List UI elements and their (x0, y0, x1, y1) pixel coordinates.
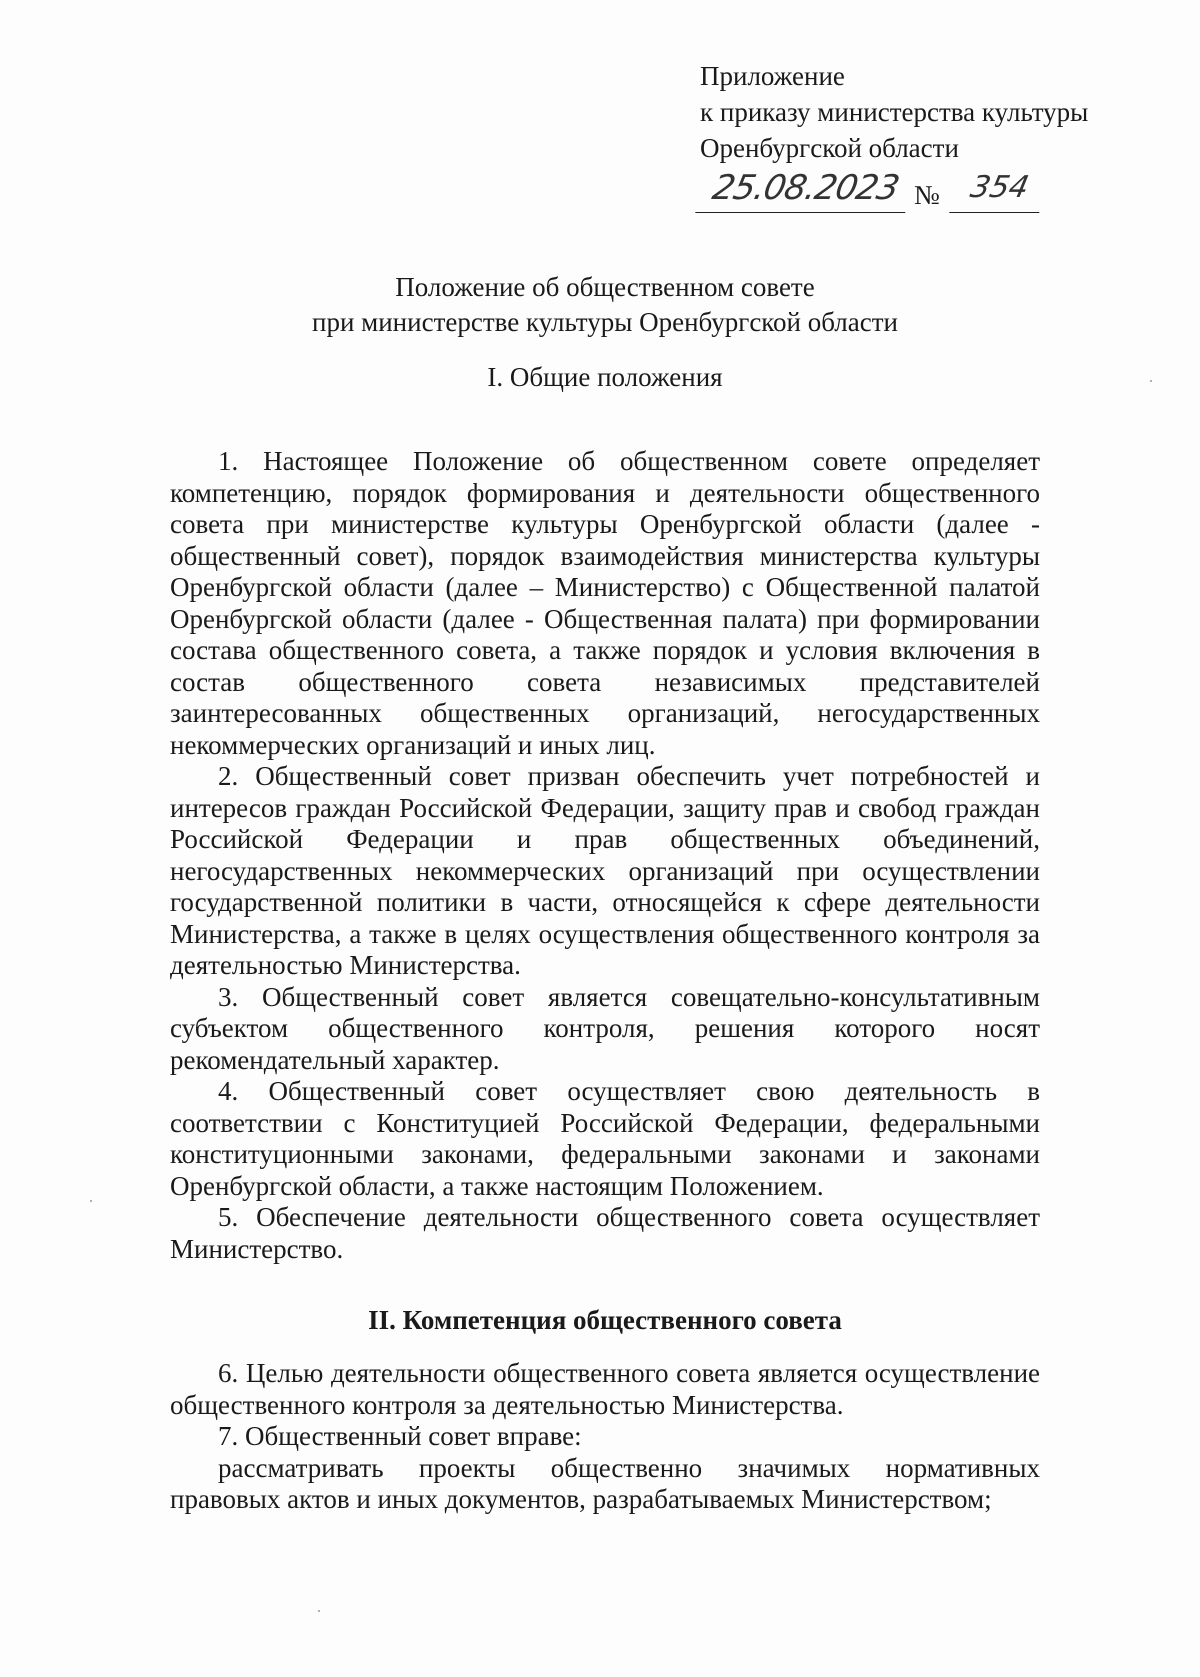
section-heading-general: I. Общие положения (487, 362, 723, 392)
order-reference (700, 168, 1040, 218)
scan-speck (1150, 380, 1152, 382)
paragraph-7a: рассматривать проекты общественно значимых нормативных правовых актов и иных документов, разрабатываемых Министерством; (170, 1452, 1040, 1514)
paragraph-3: 3. Общественный совет является совещательно-консультативным субъектом общественного контроля, решения которого носят рекомендательный характер. (170, 981, 1040, 1075)
paragraph-7: 7. Общественный совет вправе: (218, 1421, 582, 1451)
order-date-handwritten: 25.08.2023 (695, 168, 915, 213)
paragraph-6: 6. Целью деятельности общественного совета является осуществление общественного контроля за деятельностью Министерства. (170, 1358, 1040, 1420)
scan-speck (318, 1610, 320, 1612)
order-number-sign: № (914, 180, 940, 210)
scan-speck (90, 1200, 92, 1202)
appendix-line-3: Оренбургской области (700, 133, 959, 163)
document-title (170, 270, 1040, 340)
section-competence-body (170, 1358, 1040, 1516)
section-heading-competence: II. Компетенция общественного совета (368, 1305, 842, 1335)
appendix-line-1: Приложение (700, 61, 845, 91)
paragraph-5: 5. Обеспечение деятельности общественного совета осуществляет Министерство. (170, 1202, 1040, 1264)
section-general-body (170, 446, 1040, 1265)
paragraph-4: 4. Общественный совет осуществляет свою деятельность в соответствии с Конституцией Российской Федерации, федеральными конституционными законами, федеральными законами и законами Оренбургской области, а также настоящим Положением. (170, 1076, 1040, 1201)
appendix-block (700, 58, 1088, 166)
paragraph-2: 2. Общественный совет призван обеспечить учет потребностей и интересов граждан Российской Федерации, защиту прав и свобод граждан Российской Федерации и прав общественных объединений, негосударственных некоммерческих организаций при осуществлении государственной политики в части, относящейся к сфере деятельности Министерства, а также в целях осуществления общественного контроля за деятельностью Министерства. (170, 761, 1040, 980)
appendix-line-2: к приказу министерства культуры (700, 97, 1089, 127)
document-title-line-1: Положение об общественном совете (395, 272, 815, 302)
paragraph-1: 1. Настоящее Положение об общественном совете определяет компетенцию, порядок формирования и деятельности общественного совета при министерстве культуры Оренбургской области (далее - общественный совет), порядок взаимодействия министерства культуры Оренбургской области (далее – Министерство) с Общественной палатой Оренбургской области (далее - Общественная палата) при формировании состава общественного совета, а также порядок и условия включения в состав общественного совета независимых представителей заинтересованных общественных организаций, негосударственных некоммерческих организаций и иных лиц. (170, 446, 1040, 760)
document-title-line-2: при министерстве культуры Оренбургской области (312, 307, 898, 337)
order-number-handwritten: 354 (949, 168, 1049, 213)
